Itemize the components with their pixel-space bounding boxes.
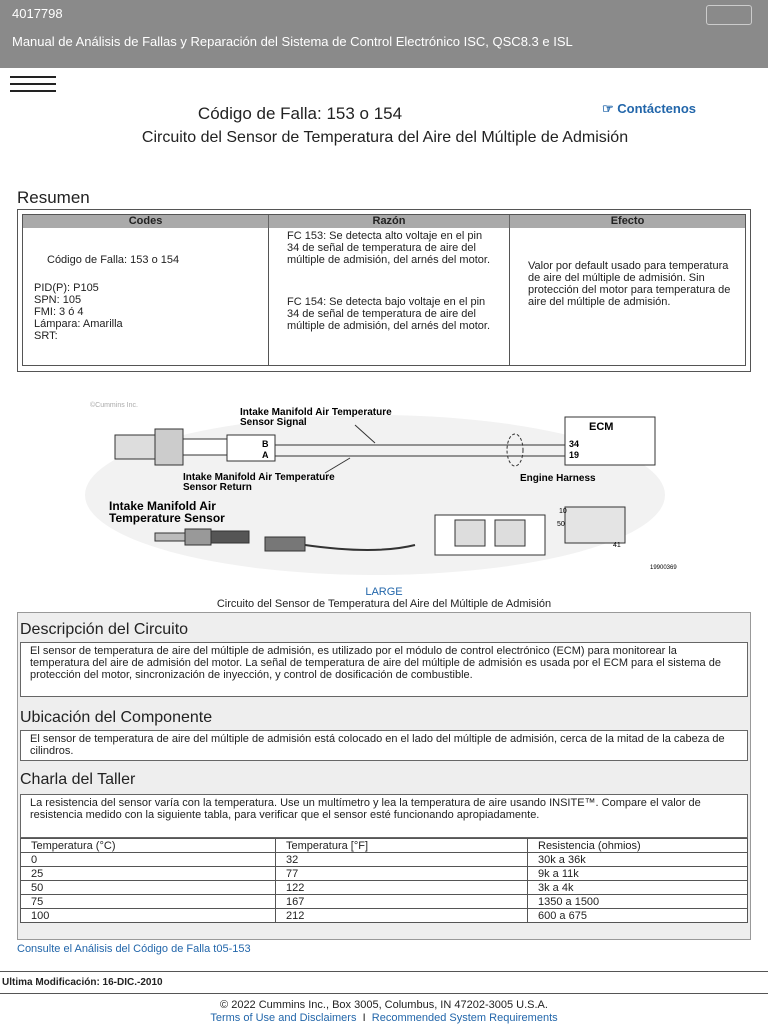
table-row (21, 909, 748, 923)
resistance-table (20, 838, 748, 923)
ecm-connector-1 (455, 520, 485, 546)
table-header: Temperatura [°F] (276, 839, 528, 853)
codes-fault-code: Código de Falla: 153 o 154 (47, 254, 180, 266)
contact-label: Contáctenos (617, 101, 697, 116)
table-header-row (21, 839, 748, 853)
harness-label: Engine Harness (520, 473, 596, 484)
razon-fc154: FC 154: Se detecta bajo voltaje en el pin 34 de señal de temperatura de aire del múltiple de admisión, del arnés del motor. (287, 296, 490, 332)
charla-text: La resistencia del sensor varía con la temperatura. Use un multímetro y lea la temperatura de aire usando INSITE™. Compare el valor de resistencia medido con la siguiente tabla, para verificar que el sensor esté funcionando apropiadamente. (20, 794, 748, 838)
sensor-probe (155, 533, 185, 541)
table-cell: 600 a 675 (528, 909, 748, 923)
ubicacion-text: El sensor de temperatura de aire del múltiple de admisión está colocado en el lado del múltiple de admisión, cerca de la mitad de la cabeza de cilindros. (20, 730, 748, 761)
terms-link[interactable]: Terms of Use and Disclaimers (210, 1012, 357, 1024)
related-fault-code-link[interactable]: Consulte el Análisis del Código de Falla t05-153 (17, 943, 251, 955)
fault-code-title: Código de Falla: 153 o 154 (197, 104, 403, 123)
contact-link[interactable] (602, 101, 696, 117)
col-header-efecto: Efecto (510, 215, 745, 228)
top-header-bar (0, 0, 768, 68)
sensor-cable-stub (183, 439, 227, 455)
table-cell: 32 (276, 853, 528, 867)
footer-separator: I (362, 1012, 366, 1024)
table-cell: 25 (21, 867, 276, 881)
large-image-link[interactable]: LARGE (365, 586, 403, 598)
pin-a-label: A (262, 450, 269, 460)
resumen-heading: Resumen (17, 188, 90, 207)
codes-fmi: FMI: 3 ó 4 (34, 306, 84, 318)
connector-pin-10: 10 (559, 508, 567, 515)
codes-pid: PID(P): P105 (34, 282, 99, 294)
header-button[interactable] (706, 5, 752, 25)
efecto-cell (510, 228, 745, 365)
connector-pin-41: 41 (613, 542, 621, 549)
pin-19-label: 19 (569, 450, 580, 460)
table-header: Temperatura (°C) (21, 839, 276, 853)
table-cell: 3k a 4k (528, 881, 748, 895)
pin-34-label: 34 (569, 439, 580, 449)
footer-copyright: © 2022 Cummins Inc., Box 3005, Columbus, IN 47202-3005 U.S.A. (220, 999, 548, 1011)
ubicacion-heading: Ubicación del Componente (20, 709, 213, 726)
table-cell: 30k a 36k (528, 853, 748, 867)
descripcion-text: El sensor de temperatura de aire del múltiple de admisión, es utilizado por el módulo de control electrónico (ECM) para monitorear la temperatura del aire de admisión del motor. La señal de temperatura de aire del múltiple de admisión es usada por el ECM para el sistema de protección del motor, sincronización de inyección, y control de dosificación de combustible. (20, 642, 748, 697)
sensor-hex-pictorial (185, 529, 211, 545)
razon-cell (269, 228, 510, 365)
table-cell: 50 (21, 881, 276, 895)
table-cell: 212 (276, 909, 528, 923)
signal-label-line2: Sensor Signal (240, 417, 307, 428)
table-row (21, 853, 748, 867)
ecm-label: ECM (589, 421, 614, 433)
col-header-razon: Razón (269, 215, 510, 228)
ecm-connector-2 (495, 520, 525, 546)
table-header: Resistencia (ohmios) (528, 839, 748, 853)
summary-table (17, 209, 751, 372)
codes-lamp: Lámpara: Amarilla (34, 318, 123, 330)
table-cell: 100 (21, 909, 276, 923)
return-label-line2: Sensor Return (183, 482, 252, 493)
sensor-plug (211, 531, 249, 543)
ecm-pictorial (435, 515, 545, 555)
document-id: 4017798 (12, 6, 63, 21)
divider (0, 971, 768, 972)
table-row (21, 895, 748, 909)
sensor-hex (155, 429, 183, 465)
charla-heading: Charla del Taller (20, 771, 136, 788)
last-modified: Ultima Modificación: 16-DIC.-2010 (2, 977, 163, 988)
table-row (21, 867, 748, 881)
diagram-copyright: ©Cummins Inc. (90, 402, 138, 409)
razon-fc153: FC 153: Se detecta alto voltaje en el pin 34 de señal de temperatura de aire del múltiple de admisión, del arnés del motor. (287, 230, 490, 266)
pin-b-label: B (262, 439, 269, 449)
table-row (21, 881, 748, 895)
harness-plug (265, 537, 305, 551)
figure-caption: Circuito del Sensor de Temperatura del Aire del Múltiple de Admisión (216, 598, 552, 610)
sensor-label-line2: Temperature Sensor (109, 511, 225, 525)
contact-icon: ☞ (602, 101, 618, 116)
table-cell: 77 (276, 867, 528, 881)
codes-srt: SRT: (34, 330, 58, 342)
sensor-label-line1: Intake Manifold Air (109, 499, 216, 513)
footer-links (0, 1012, 768, 1024)
table-cell: 1350 a 1500 (528, 895, 748, 909)
menu-icon[interactable] (10, 76, 56, 94)
harness-connector (565, 507, 625, 543)
codes-cell (23, 228, 269, 365)
manual-title: Manual de Análisis de Fallas y Reparación del Sistema de Control Electrónico ISC, QSC8.3 e ISL (12, 34, 573, 49)
table-cell: 167 (276, 895, 528, 909)
table-cell: 9k a 11k (528, 867, 748, 881)
table-cell: 0 (21, 853, 276, 867)
circuit-diagram (75, 395, 677, 575)
descripcion-heading: Descripción del Circuito (20, 621, 189, 638)
return-label-line1: Intake Manifold Air Temperature (183, 472, 335, 483)
sensor-body (115, 435, 155, 459)
efecto-text: Valor por default usado para temperatura de aire del múltiple de admisión. Sin protección del motor para temperatura de aire del múltiple de admisión. (528, 260, 731, 308)
table-cell: 75 (21, 895, 276, 909)
connector-pin-50: 50 (557, 521, 565, 528)
divider (0, 993, 768, 994)
figure-id: 19900369 (650, 565, 677, 571)
system-requirements-link[interactable]: Recommended System Requirements (371, 1012, 558, 1024)
table-cell: 122 (276, 881, 528, 895)
circuit-title: Circuito del Sensor de Temperatura del Aire del Múltiple de Admisión (141, 129, 629, 146)
col-header-codes: Codes (23, 215, 269, 228)
signal-label-line1: Intake Manifold Air Temperature (240, 407, 392, 418)
codes-spn: SPN: 105 (34, 294, 82, 306)
